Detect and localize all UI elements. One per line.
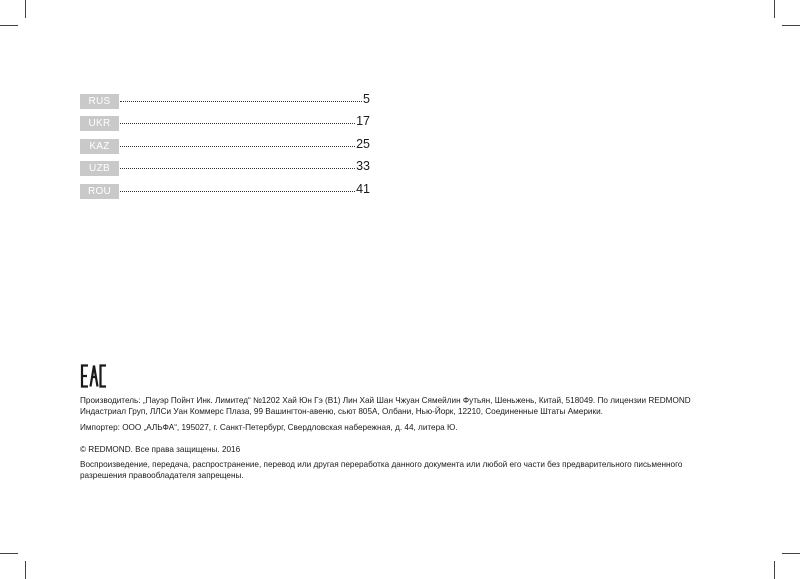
dot-leader	[120, 123, 355, 124]
toc-lang-label: KAZ	[80, 139, 119, 154]
toc-page-number: 41	[356, 181, 370, 196]
toc-page-number: 33	[356, 159, 370, 173]
dot-leader	[120, 191, 355, 192]
dot-leader	[120, 101, 362, 102]
toc-lang-label: UKR	[80, 116, 119, 131]
crop-mark-bottom-left	[25, 561, 26, 579]
eac-certification-icon	[80, 364, 108, 388]
crop-mark-bottom-right	[774, 561, 775, 579]
dot-leader	[120, 168, 355, 169]
toc-page-number: 5	[363, 91, 370, 106]
toc-lang-label: ROU	[80, 184, 119, 199]
toc-row-ukr[interactable]	[80, 109, 370, 132]
toc-lang-label: UZB	[80, 161, 119, 176]
dot-leader	[120, 146, 355, 147]
toc-leader	[120, 93, 370, 105]
crop-mark-top-right-h	[782, 25, 800, 26]
toc-leader	[120, 115, 370, 127]
crop-mark-bottom-left-h	[0, 553, 18, 554]
toc-row-kaz[interactable]	[80, 131, 370, 154]
crop-mark-top-left-h	[0, 25, 18, 26]
toc-lang-label: RUS	[80, 94, 119, 109]
toc-leader	[120, 183, 370, 195]
toc-leader	[120, 160, 370, 172]
toc-row-rus[interactable]	[80, 86, 370, 109]
toc-page-number: 17	[356, 114, 370, 128]
crop-mark-top-left	[25, 0, 26, 18]
legal-text-block	[80, 395, 730, 481]
importer-info: Импортер: ООО „АЛЬФА“, 195027, г. Санкт-Петербург, Свердловская набережная, д. 44, литера Ю.	[80, 423, 458, 433]
toc-row-rou[interactable]	[80, 176, 370, 199]
toc-leader	[120, 138, 370, 150]
copyright-line: © REDMOND. Все права защищены. 2016	[80, 444, 241, 454]
crop-mark-top-right	[774, 0, 775, 18]
manufacturer-info: Производитель: „Пауэр Пойнт Инк. Лимитед“ №1202 Хай Юн Гэ (В1) Лин Хай Шан Чжуан Сямейлин Футьян, Шеньжень, Китай, 518049. По лицензии REDMOND Индастриал Груп, ЛЛСи Уан Коммерс Плаза, 99 Вашингтон-авеню, сьют 805А, Олбани, Нью-Йорк, 12210, Соединенные Штаты Америки.	[80, 396, 691, 417]
crop-mark-bottom-right-h	[782, 553, 800, 554]
table-of-contents	[80, 86, 370, 199]
rights-notice: Воспроизведение, передача, распространение, перевод или другая переработка данного документа или любой его части без предварительного письменного разрешения правообладателя запрещены.	[80, 459, 683, 481]
toc-row-uzb[interactable]	[80, 154, 370, 177]
toc-page-number: 25	[356, 136, 370, 151]
